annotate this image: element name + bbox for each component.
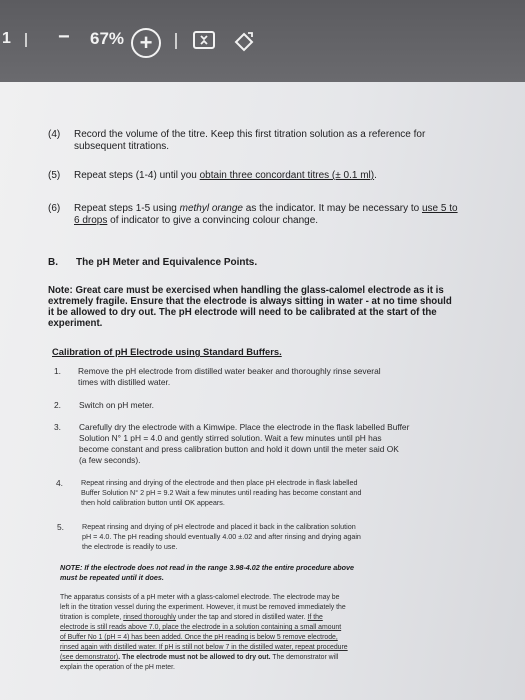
cal-step-text: then hold calibration button until OK appears. bbox=[81, 498, 225, 507]
cal-step-text: Buffer Solution N° 2 pH = 9.2 Wait a few minutes until reading has become constant and bbox=[81, 488, 362, 497]
zoom-fit-icon[interactable] bbox=[193, 31, 215, 49]
note-line: experiment. bbox=[48, 318, 103, 329]
note2-line: NOTE: If the electrode does not read in the range 3.98-4.02 the entire procedure above bbox=[60, 563, 354, 572]
note-line: Note: Great care must be exercised when handling the glass-calomel electrode as it is bbox=[48, 285, 444, 296]
para-line: (see demonstrator). The electrode must not be allowed to dry out. The demonstrator will bbox=[60, 654, 339, 661]
zoom-level[interactable]: 67% bbox=[90, 29, 125, 48]
cal-step-number: 1. bbox=[54, 366, 61, 376]
cal-step-number: 4. bbox=[56, 478, 63, 488]
cal-step-text: Carefully dry the electrode with a Kimwipe. Place the electrode in the flask labelled Buffer bbox=[79, 422, 410, 432]
toolbar-separator bbox=[25, 33, 27, 47]
para-line: left in the titration vessel during the experiment. However, it must be removed immediately the bbox=[60, 604, 346, 611]
document-page bbox=[0, 82, 525, 700]
note-line: it be allowed to dry out. The pH electrode will need to be calibrated at the start of the bbox=[48, 307, 437, 318]
cal-step-text: Repeat rinsing and drying of pH electrode and placed it back in the calibration solution bbox=[82, 522, 356, 531]
cal-step-text: times with distilled water. bbox=[78, 377, 171, 387]
pdf-toolbar bbox=[0, 0, 525, 82]
section-title: The pH Meter and Equivalence Points. bbox=[76, 257, 258, 268]
step-number: (6) bbox=[48, 203, 61, 214]
cal-step-text: Repeat rinsing and drying of the electrode and then place pH electrode in flask labelled bbox=[81, 478, 358, 487]
para-line: rinsed again with distilled water. If pH is still not below 7 in the distilled water, repeat procedure bbox=[60, 644, 348, 651]
cal-step-text: the electrode is readily to use. bbox=[82, 542, 178, 551]
toolbar-separator bbox=[175, 33, 177, 49]
zoom-out-button[interactable]: − bbox=[58, 26, 70, 48]
step-text: Repeat steps (1-4) until you obtain three concordant titres (± 0.1 ml). bbox=[74, 170, 377, 181]
zoom-in-button[interactable]: + bbox=[131, 28, 161, 58]
cal-step-text: Solution N° 1 pH = 4.0 and gently stirred solution. Wait a few minutes until pH has bbox=[79, 433, 382, 443]
para-line: electrode is still reads above 7.0, place the electrode in a solution containing a small amount bbox=[60, 624, 342, 631]
step-number: (5) bbox=[48, 170, 61, 181]
step-number: (4) bbox=[48, 129, 61, 140]
para-line: explain the operation of the pH meter. bbox=[60, 664, 175, 671]
cal-step-text: Switch on pH meter. bbox=[79, 400, 154, 410]
cal-step-number: 5. bbox=[57, 522, 64, 532]
cal-step-text: (a few seconds). bbox=[79, 455, 141, 465]
para-line: of Buffer No 1 (pH = 4) has been added. Once the pH reading is below 5 remove electrode, bbox=[60, 634, 338, 641]
cal-step-text: become constant and press calibration button and hold it down until the meter said OK bbox=[79, 444, 399, 454]
para-line: titration is complete, rinsed thoroughly under the tap and stored in distilled water. If the bbox=[60, 614, 323, 621]
step-text: subsequent titrations. bbox=[74, 141, 170, 152]
cal-step-number: 2. bbox=[54, 400, 61, 410]
calibration-heading: Calibration of pH Electrode using Standard Buffers. bbox=[52, 346, 282, 357]
rotate-icon[interactable] bbox=[232, 31, 256, 53]
page-number: 1 bbox=[2, 30, 11, 47]
cal-step-number: 3. bbox=[54, 422, 61, 432]
para-line: The apparatus consists of a pH meter with a glass-calomel electrode. The electrode may be bbox=[60, 594, 340, 601]
note-line: extremely fragile. Ensure that the electrode is always sitting in water - at no time should bbox=[48, 296, 452, 307]
section-letter: B. bbox=[48, 257, 58, 268]
step-text: Record the volume of the titre. Keep this first titration solution as a reference for bbox=[74, 129, 426, 140]
note2-line: must be repeated until it does. bbox=[60, 573, 164, 582]
cal-step-text: Remove the pH electrode from distilled water beaker and thoroughly rinse several bbox=[78, 366, 381, 376]
cal-step-text: pH = 4.0. The pH reading should eventually 4.00 ±.02 and after rinsing and drying again bbox=[82, 532, 361, 541]
step-text: 6 drops of indicator to give a convincing colour change. bbox=[74, 215, 319, 226]
step-text: Repeat steps 1-5 using methyl orange as the indicator. It may be necessary to use 5 to bbox=[74, 203, 458, 214]
